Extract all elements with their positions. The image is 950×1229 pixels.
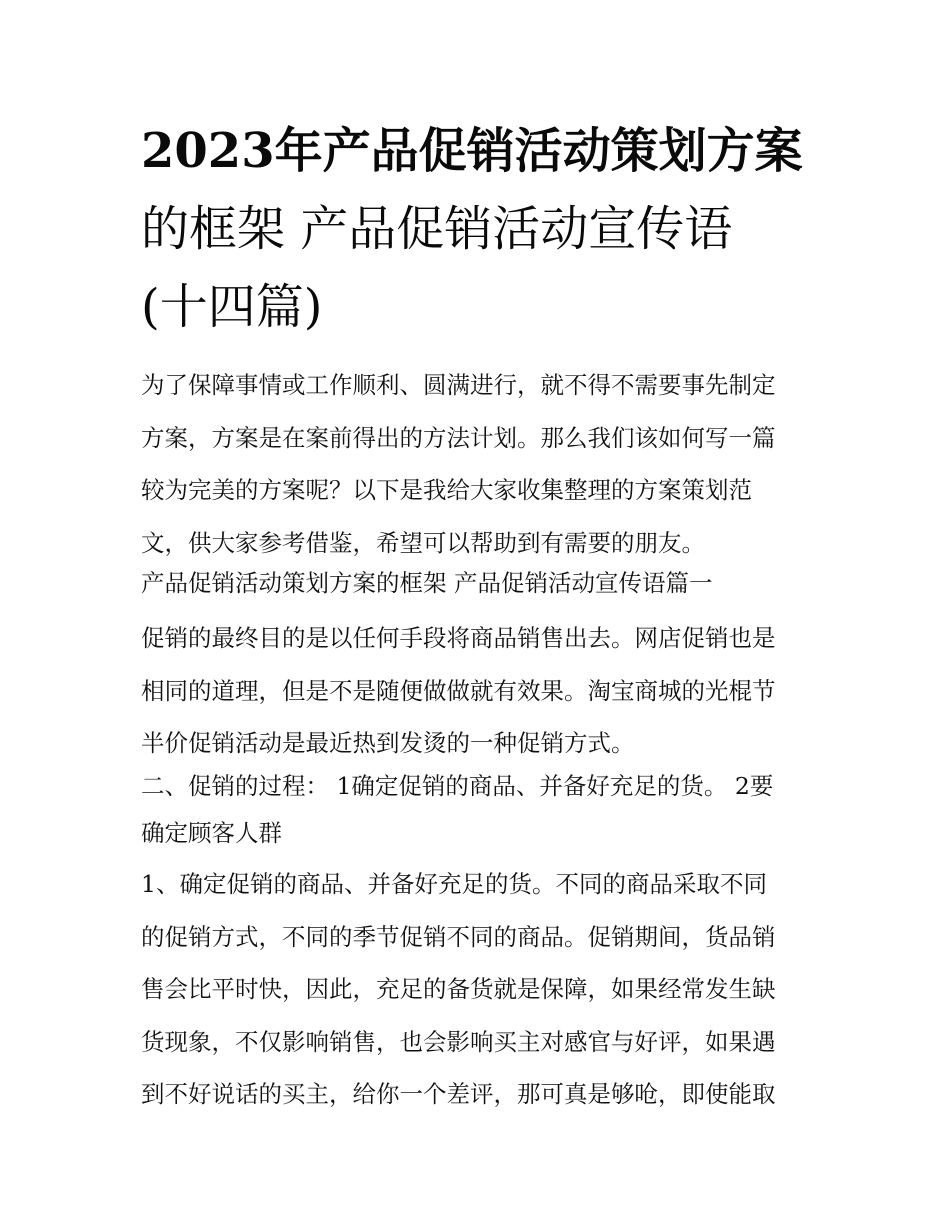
step-one-paragraph: [141, 858, 821, 1121]
text-line: 1、确定促销的商品、并备好充足的货。不同的商品采取不同: [141, 870, 767, 898]
text-line: 促销的最终目的是以任何手段将商品销售出去。网店促销也是: [141, 624, 776, 652]
text-line: 方案，方案是在案前得出的方法计划。那么我们该如何写一篇: [141, 423, 776, 452]
title-line: (十四篇): [141, 279, 323, 335]
text-line: 货现象，不仅影响销售，也会影响买主对感官与好评，如果遇: [141, 1027, 776, 1056]
title-line: 的框架 产品促销活动宣传语: [141, 201, 733, 257]
process-paragraph: [141, 763, 821, 857]
text-line: 到不好说话的买主，给你一个差评，那可真是够呛，即使能取: [141, 1080, 776, 1108]
text-line: 的促销方式，不同的季节促销不同的商品。促销期间，货品销: [141, 922, 776, 951]
text-line: 相同的道理，但是不是随便做做就有效果。淘宝商城的光棍节: [141, 676, 776, 705]
text-line: 较为完美的方案呢？以下是我给大家收集整理的方案策划范: [141, 476, 752, 504]
text-line: 为了保障事情或工作顺利、圆满进行，就不得不需要事先制定: [141, 371, 776, 399]
title-line: 2023年产品促销活动策划方案: [141, 123, 803, 179]
text-line: 确定顾客人群: [141, 819, 282, 847]
text-line: 产品促销活动策划方案的框架 产品促销活动宣传语篇一: [141, 569, 713, 597]
document-title: [141, 112, 841, 346]
text-line: 文，供大家参考借鉴，希望可以帮助到有需要的朋友。: [141, 528, 705, 557]
text-line: 半价促销活动是最近热到发烫的一种促销方式。: [141, 729, 635, 757]
goal-paragraph: [141, 612, 821, 770]
text-line: 售会比平时快，因此，充足的备货就是保障，如果经常发生缺: [141, 975, 776, 1003]
text-line: 二、促销的过程： 1确定促销的商品、并备好充足的货。 2要: [141, 772, 774, 800]
intro-paragraph: [141, 359, 821, 569]
section-heading: [141, 563, 821, 603]
